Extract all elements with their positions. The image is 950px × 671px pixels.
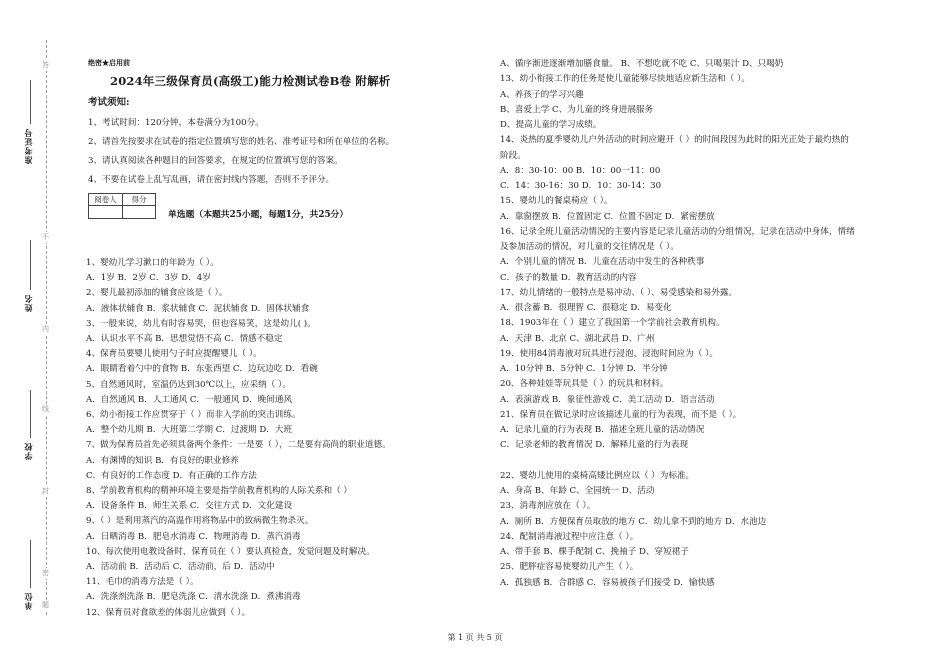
notice-3: 3、请认真阅读各种题目的回答要求，在规定的位置填写您的答案。 bbox=[88, 156, 343, 166]
notice-4: 4、不要在试卷上乱写乱画，请在密封线内答题，否则不予评分。 bbox=[88, 175, 335, 185]
right-question-line: C．记录老师的教育情况 D．解释儿童的行为表现 bbox=[500, 440, 689, 451]
right-question-line: 22、婴幼儿使用的桌椅高矮比例应以（ ）为标准。 bbox=[500, 470, 695, 481]
name-blank bbox=[30, 240, 31, 290]
score-blank-cell[interactable] bbox=[123, 206, 155, 218]
unit-blank bbox=[30, 540, 31, 588]
right-question-line: 25、肥胖症容易使婴幼儿产生（ ）。 bbox=[500, 562, 639, 573]
notice-1: 1、考试时间：120分钟，本卷满分为100分。 bbox=[88, 118, 264, 128]
seal-char-4: 线 bbox=[42, 405, 49, 413]
left-question-line: A．整个幼儿期 B．大班第二学期 C．过渡期 D．大班 bbox=[86, 425, 293, 436]
right-question-line: 20、各种娃娃等玩具是（ ）的玩具和材料。 bbox=[500, 379, 669, 390]
right-question-line: 18、1903年在（ ）建立了我国第一个学前社会教育机构。 bbox=[500, 318, 725, 329]
seal-char-1: 答 bbox=[42, 61, 49, 69]
left-question-line: 2、婴儿最初添加的辅食应该是（ ）。 bbox=[86, 288, 228, 299]
right-question-line: D、提高儿童的学习成绩。 bbox=[500, 120, 602, 130]
unit-label: 单位 bbox=[23, 592, 33, 610]
section-title: 单选题（本题共25小题，每题1分，共25分） bbox=[168, 210, 349, 220]
right-question-line: A．表演游戏 B．象征性游戏 C．美工活动 D．语言活动 bbox=[500, 394, 715, 405]
seal-char-2: 不 bbox=[42, 233, 49, 241]
left-question-line: 8、学前教育机构的精神环境主要是指学前教育机构的人际关系和（ ） bbox=[86, 486, 353, 496]
left-question-line: 3、一般来说，幼儿有时容易哭，但也容易笑，这是幼儿( )。 bbox=[86, 318, 316, 329]
left-question-line: A．活动前 B．活动后 C．活动前，后 D．活动中 bbox=[86, 562, 275, 572]
left-question-line: C．有良好的工作态度 D．有正确的工作方法 bbox=[86, 470, 257, 481]
left-question-line: A．认识水平不高 B．思想觉悟不高 C．情感不稳定 bbox=[86, 334, 283, 344]
right-question-line: 15、婴幼儿的餐桌椅应（ ）。 bbox=[500, 196, 613, 207]
left-question-line: A．洗涤剂洗涤 B．肥皂洗涤 C．清水洗涤 D．煮沸消毒 bbox=[86, 592, 301, 603]
notice-heading: 考试须知: bbox=[88, 97, 130, 108]
right-question-line: C．孩子的数量 D．教育活动的内容 bbox=[500, 272, 637, 283]
seal-char-6: 密 bbox=[42, 569, 49, 577]
right-question-line: A、养孩子的学习兴趣 bbox=[500, 89, 584, 100]
right-question-line: A、循序渐进逐渐增加膳食量。 B、不想吃就不吃 C、只喝果汁 D、只喝奶 bbox=[500, 59, 784, 69]
left-question-line: A．眼睛看着勺中的食物 B．东张西望 C．边玩边吃 D．看碗 bbox=[86, 364, 318, 375]
seal-char-7: 题 bbox=[42, 601, 49, 609]
right-question-line: 13、幼小衔接工作的任务是使儿童能够尽快地适应新生活和（ ）。 bbox=[500, 74, 750, 85]
exam-title: 2024年三级保育员(高级工)能力检测试卷B卷 附解析 bbox=[110, 74, 391, 88]
binding-strip bbox=[0, 0, 60, 671]
left-question-line: 11、毛巾的消毒方法是（ ）。 bbox=[86, 577, 199, 588]
seal-char-5: 封 bbox=[42, 487, 49, 495]
right-question-line: A．个别儿童的情况 B．儿童在活动中发生的各种秩事 bbox=[500, 257, 705, 268]
right-question-line: A．8：30-10：00 B．10：00一11：00 bbox=[500, 165, 661, 176]
right-question-line: 17、幼儿情绪的一般特点是易冲动、（ ）、易受感染和易外露。 bbox=[500, 287, 738, 298]
name-label: 姓名 bbox=[23, 294, 33, 312]
school-label: 学校 bbox=[23, 442, 33, 460]
left-question-line: A．设备条件 B．师生关系 C．交往方式 D．文化建设 bbox=[86, 501, 293, 512]
right-question-line: 23、消毒剂应放在（ ）。 bbox=[500, 501, 596, 512]
right-question-line: A．孤独感 B．合群感 C．容易被孩子们接受 D．愉快感 bbox=[500, 577, 715, 588]
exam-number-label: 准考证号 bbox=[23, 128, 33, 164]
left-question-line: 4、保育员要婴儿使用勺子时应提醒婴儿（ ）。 bbox=[86, 349, 262, 360]
left-question-line: 6、幼小衔接工作应贯穿于（ ）而非入学前的突击训练。 bbox=[86, 410, 301, 420]
exam-number-blank bbox=[30, 80, 31, 124]
right-question-line: A．很含蓄 B．很理智 C．很稳定 D．易变化 bbox=[500, 303, 672, 313]
reviewer-blank-cell[interactable] bbox=[89, 206, 123, 218]
seal-char-3: 内 bbox=[42, 325, 49, 333]
left-question-line: 9、（ ）是利用蒸汽的高温作用将物品中的致病微生物杀灭。 bbox=[86, 516, 314, 527]
right-question-line: A、身高 B、年龄 C、全园统一 D、活动 bbox=[500, 486, 655, 496]
right-question-line: 16、记录全班儿童活动情况的主要内容是记录儿童活动的分组情况，记录在活动中身体，情绪 bbox=[500, 226, 855, 237]
right-question-line: A．天津 B、北京 C、湖北武昌 D、广州 bbox=[500, 333, 655, 344]
score-cell: 得分 bbox=[123, 194, 155, 206]
secret-mark: 绝密★启用前 bbox=[88, 58, 130, 67]
right-question-line: 24、配制消毒液过程中应注意（ ）。 bbox=[500, 531, 639, 542]
left-question-line: 12、保育员对食欲差的体弱儿应做到（ ）。 bbox=[86, 607, 251, 618]
right-question-line: A．靠窗摆放 B．位置固定 C．位置不固定 D．紧密摆放 bbox=[500, 211, 715, 222]
left-question-line: A．液体状辅食 B．浆状辅食 C．泥状辅食 D．固体状辅食 bbox=[86, 303, 310, 314]
left-question-line: 5、自然通风时，室温仍达到30℃以上，应采纳（ ）。 bbox=[86, 379, 291, 390]
right-question-line: A．厕所 B．方便保育员取放的地方 C．幼儿拿不到的地方 D．水池边 bbox=[500, 516, 767, 527]
reviewer-cell: 阅卷人 bbox=[89, 194, 123, 206]
right-question-line: 及参加活动的情况，对儿童的交往情况是（ ）。 bbox=[500, 242, 679, 252]
right-question-line: B、喜爱上学 C、为儿童的终身进展服务 bbox=[500, 104, 654, 115]
right-question-line: A．10分钟 B．5分钟 C．1分钟 D．半分钟 bbox=[500, 364, 668, 374]
left-question-line: 1、婴幼儿学习漱口的年龄为（ ）。 bbox=[86, 258, 219, 268]
left-question-line: A．有渊博的知识 B．有良好的职业修养 bbox=[86, 455, 239, 466]
right-question-line: 14、炎热的夏季婴幼儿户外活动的时间应避开（ ）的时间段因为此时的阳光正处于最灼热的 bbox=[500, 135, 849, 146]
right-question-line: 21、保育员在做记录时应该描述儿童的行为表现，而不是（ ）。 bbox=[500, 409, 742, 420]
left-question-line: A．日晒消毒 B．肥皂水消毒 C．物理消毒 D．蒸汽消毒 bbox=[86, 531, 301, 542]
school-blank bbox=[30, 390, 31, 438]
page-footer: 第 1 页 共 5 页 bbox=[447, 633, 503, 642]
right-question-line: C．14：30-16：30 D．10：30-14：30 bbox=[500, 181, 662, 191]
right-question-line: 阶段。 bbox=[500, 150, 526, 161]
left-question-line: 10、每次使用电教设备时，保育员在（ ）要认真检查，发觉问题及时解决。 bbox=[86, 546, 375, 557]
left-question-line: A．自然通风 B．人工通风 C．一般通风 D．晚间通风 bbox=[86, 394, 293, 405]
left-question-line: 7、做为保育员首先必须具备两个条件：一是要（ ），二是要有高尚的职业道德。 bbox=[86, 440, 391, 451]
notice-2: 2、请首先按要求在试卷的指定位置填写您的姓名、准考证号和所在单位的名称。 bbox=[88, 137, 395, 147]
score-table bbox=[88, 193, 156, 219]
right-question-line: A、带手套 B、棵手配制 C、挽袖子 D、穿短裙子 bbox=[500, 547, 689, 557]
right-question-line: A．记录儿童的行为表现 B．描述全班儿童的活动情况 bbox=[500, 425, 705, 435]
right-question-line: 19、使用84消毒液对玩具进行浸泡，浸泡时间应为（ ）。 bbox=[500, 348, 718, 359]
left-question-line: A．1岁 B．2岁 C．3岁 D．4岁 bbox=[86, 273, 211, 284]
